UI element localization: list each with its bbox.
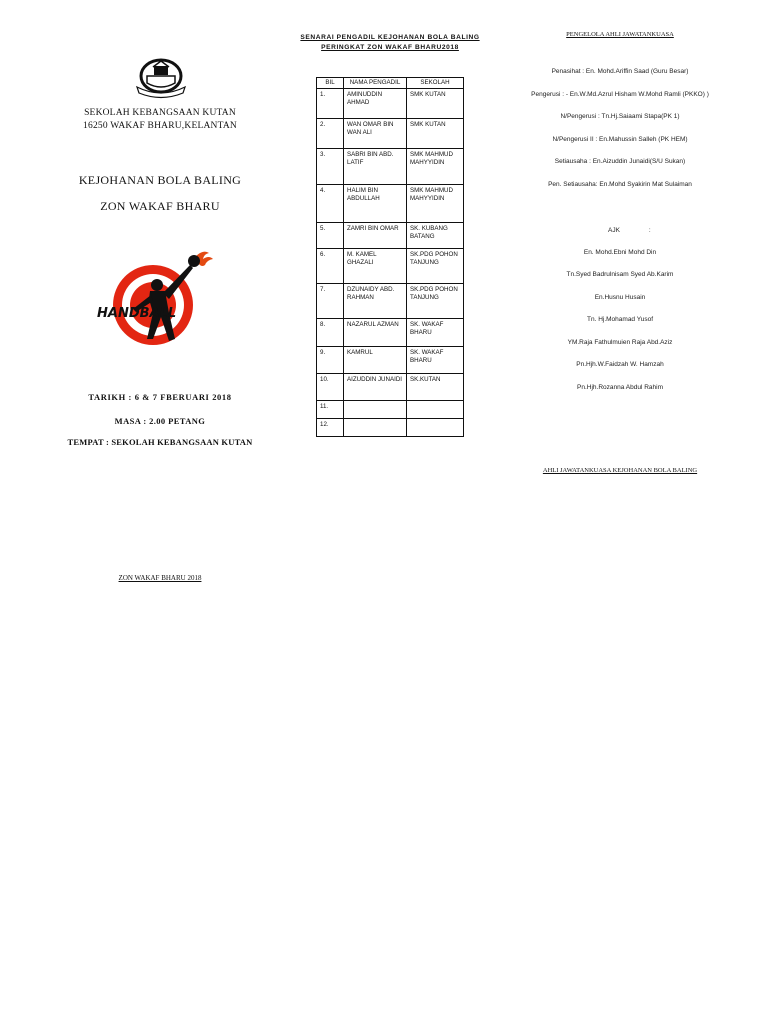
ajk-member: Pn.Hjh.W.Faidzah W. Hamzah bbox=[576, 361, 664, 368]
handball-logo-text: HANDBALL bbox=[97, 306, 177, 321]
table-row bbox=[317, 419, 464, 437]
cell-sekolah: SK.PDG POHON TANJUNG bbox=[407, 249, 464, 284]
table-header-row bbox=[317, 78, 464, 89]
cell-nama: NAZARUL AZMAN bbox=[344, 319, 407, 347]
ajk-member: YM.Raja Fathulmuien Raja Abd.Aziz bbox=[567, 339, 673, 346]
table-row bbox=[317, 319, 464, 347]
event-zone: ZON WAKAF BHARU bbox=[100, 199, 220, 213]
cell-bil: 10. bbox=[317, 374, 344, 401]
table-row bbox=[317, 284, 464, 319]
ajk-member: En.Husnu Husain bbox=[594, 294, 646, 301]
cell-nama: SABRI BIN ABD. LATIF bbox=[344, 149, 407, 185]
cell-nama: HALIM BIN ABDULLAH bbox=[344, 185, 407, 223]
table-row bbox=[317, 185, 464, 223]
cell-sekolah: SMK KUTAN bbox=[407, 89, 464, 119]
cell-nama bbox=[344, 401, 407, 419]
event-time: MASA : 2.00 PETANG bbox=[114, 416, 206, 426]
event-venue: TEMPAT : SEKOLAH KEBANGSAAN KUTAN bbox=[67, 437, 253, 447]
cell-sekolah: SK. WAKAF BHARU bbox=[407, 347, 464, 374]
cell-bil: 7. bbox=[317, 284, 344, 319]
table-row bbox=[317, 374, 464, 401]
header-nama: NAMA PENGADIL bbox=[344, 78, 407, 89]
table-row bbox=[317, 249, 464, 284]
referee-list-title bbox=[290, 33, 490, 53]
committee-footer: AHLI JAWATANKUASA KEJOHANAN BOLA BALING bbox=[542, 467, 698, 474]
committee-chair: Pengerusi : - En.W.Md.Azrul Hisham W.Mohd Ramli (PKKO) ) bbox=[531, 91, 709, 98]
school-crest-icon bbox=[133, 55, 189, 101]
event-title: KEJOHANAN BOLA BALING bbox=[78, 173, 242, 187]
cell-sekolah: SMK MAHMUD MAHYYIDIN bbox=[407, 149, 464, 185]
ajk-member: Pn.Hjh.Rozanna Abdul Rahim bbox=[577, 384, 663, 391]
cell-bil: 2. bbox=[317, 119, 344, 149]
header-bil: BIL bbox=[317, 78, 344, 89]
cell-bil: 12. bbox=[317, 419, 344, 437]
table-row bbox=[317, 401, 464, 419]
referee-title-line1: SENARAI PENGADIL KEJOHANAN BOLA BALING bbox=[300, 34, 480, 41]
cell-bil: 6. bbox=[317, 249, 344, 284]
cell-sekolah: SMK KUTAN bbox=[407, 119, 464, 149]
cell-bil: 5. bbox=[317, 223, 344, 249]
cell-nama: DZUNAIDY ABD. RAHMAN bbox=[344, 284, 407, 319]
cell-nama: ZAMRI BIN OMAR bbox=[344, 223, 407, 249]
cell-nama: AIZUDDIN JUNAIDI bbox=[344, 374, 407, 401]
left-footer: ZON WAKAF BHARU 2018 bbox=[118, 574, 202, 582]
committee-secretary: Setiausaha : En.Aizuddin Junaidi(S/U Sukan) bbox=[554, 158, 686, 165]
event-heading bbox=[60, 167, 260, 219]
table-row bbox=[317, 149, 464, 185]
ajk-member: Tn. Hj.Mohamad Yusof bbox=[587, 316, 653, 323]
cell-nama: M. KAMEL GHAZALI bbox=[344, 249, 407, 284]
committee-asst-secretary: Pen. Setiausaha: En.Mohd Syakirin Mat Sulaiman bbox=[548, 181, 692, 188]
cell-bil: 3. bbox=[317, 149, 344, 185]
table-row bbox=[317, 347, 464, 374]
cell-sekolah: SMK MAHMUD MAHYYIDIN bbox=[407, 185, 464, 223]
ajk-label: AJK : bbox=[608, 227, 651, 234]
table-row bbox=[317, 223, 464, 249]
cell-sekolah: SK. KUBANG BATANG bbox=[407, 223, 464, 249]
school-heading bbox=[60, 107, 260, 133]
ajk-member: Tn.Syed Badrulnisam Syed Ab.Karim bbox=[566, 271, 674, 278]
committee-advisor: Penasihat : En. Mohd.Ariffin Saad (Guru Besar) bbox=[551, 68, 689, 75]
cell-sekolah: SK. WAKAF BHARU bbox=[407, 319, 464, 347]
event-date: TARIKH : 6 & 7 FBERUARI 2018 bbox=[88, 392, 232, 402]
table-row bbox=[317, 119, 464, 149]
school-address: 16250 WAKAF BHARU,KELANTAN bbox=[83, 121, 237, 131]
cell-sekolah bbox=[407, 419, 464, 437]
cell-bil: 1. bbox=[317, 89, 344, 119]
cell-bil: 8. bbox=[317, 319, 344, 347]
cell-bil: 9. bbox=[317, 347, 344, 374]
referee-table bbox=[316, 77, 464, 437]
cell-bil: 11. bbox=[317, 401, 344, 419]
cell-nama: WAN OMAR BIN WAN ALI bbox=[344, 119, 407, 149]
handball-player-icon bbox=[95, 243, 225, 353]
ajk-member: En. Mohd.Ebni Mohd Din bbox=[583, 249, 657, 256]
cell-sekolah: SK.PDG POHON TANJUNG bbox=[407, 284, 464, 319]
school-name: SEKOLAH KEBANGSAAN KUTAN bbox=[84, 108, 236, 118]
table-row bbox=[317, 89, 464, 119]
cell-nama: KAMRUL bbox=[344, 347, 407, 374]
committee-vice-chair-2: N/Pengerusi II : En.Mahussin Salleh (PK HEM) bbox=[552, 136, 688, 143]
cell-bil: 4. bbox=[317, 185, 344, 223]
committee-title: PENGELOLA AHLI JAWATANKUASA bbox=[566, 31, 674, 38]
committee-vice-chair: N/Pengerusi : Tn.Hj.Saiaami Stapa(PK 1) bbox=[560, 113, 680, 120]
header-sekolah: SEKOLAH bbox=[407, 78, 464, 89]
cell-sekolah bbox=[407, 401, 464, 419]
referee-title-line2: PERINGKAT ZON WAKAF BHARU2018 bbox=[321, 44, 459, 51]
cell-sekolah: SK.KUTAN bbox=[407, 374, 464, 401]
cell-nama bbox=[344, 419, 407, 437]
cell-nama: AMINUDDIN AHMAD bbox=[344, 89, 407, 119]
